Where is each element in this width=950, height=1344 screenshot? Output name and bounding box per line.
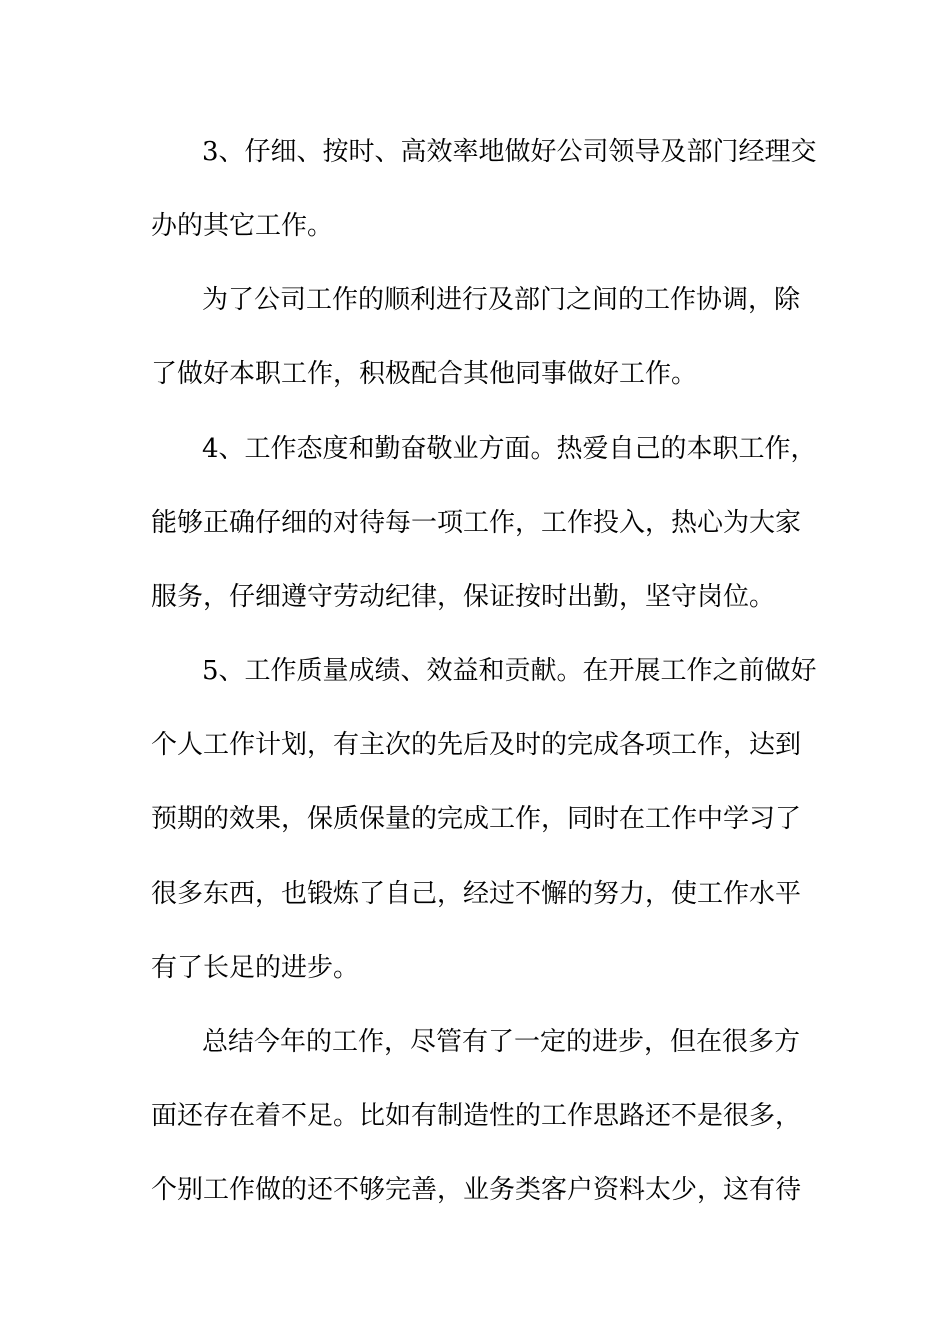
text-line xyxy=(0,206,950,246)
text-line-content: 5、工作质量成绩、效益和贡献。在开展工作之前做好 xyxy=(202,656,817,686)
text-line xyxy=(0,280,950,320)
text-line xyxy=(0,577,950,617)
text-line xyxy=(0,725,950,765)
text-line-content: 有了长足的进步。 xyxy=(151,953,360,983)
text-line-content: 办的其它工作。 xyxy=(151,211,334,241)
text-line-content: 个别工作做的还不够完善，业务类客户资料太少，这有待 xyxy=(151,1175,802,1205)
text-line-content: 能够正确仔细的对待每一项工作，工作投入，热心为大家 xyxy=(151,508,802,538)
text-line xyxy=(0,948,950,988)
text-line xyxy=(0,132,950,172)
text-line-content: 预期的效果，保质保量的完成工作，同时在工作中学习了 xyxy=(151,804,802,834)
text-line-content: 4、工作态度和勤奋敬业方面。热爱自己的本职工作， xyxy=(202,434,817,464)
text-line xyxy=(0,874,950,914)
text-line-content: 了做好本职工作，积极配合其他同事做好工作。 xyxy=(151,359,698,389)
text-line xyxy=(0,1096,950,1136)
text-line xyxy=(0,1170,950,1210)
text-line-content: 服务，仔细遵守劳动纪律，保证按时出勤，坚守岗位。 xyxy=(151,582,776,612)
text-line-content: 为了公司工作的顺利进行及部门之间的工作协调，除 xyxy=(202,285,801,315)
text-line-content: 个人工作计划，有主次的先后及时的完成各项工作，达到 xyxy=(151,730,802,760)
text-line xyxy=(0,503,950,543)
text-line-content: 面还存在着不足。比如有制造性的工作思路还不是很多， xyxy=(151,1101,802,1131)
text-line xyxy=(0,1022,950,1062)
text-line xyxy=(0,799,950,839)
text-line-content: 3、仔细、按时、高效率地做好公司领导及部门经理交 xyxy=(202,137,817,167)
text-line xyxy=(0,354,950,394)
text-line-content: 总结今年的工作，尽管有了一定的进步，但在很多方 xyxy=(202,1027,801,1057)
text-line xyxy=(0,651,950,691)
text-line xyxy=(0,429,950,469)
text-line-content: 很多东西，也锻炼了自己，经过不懈的努力，使工作水平 xyxy=(151,879,802,909)
